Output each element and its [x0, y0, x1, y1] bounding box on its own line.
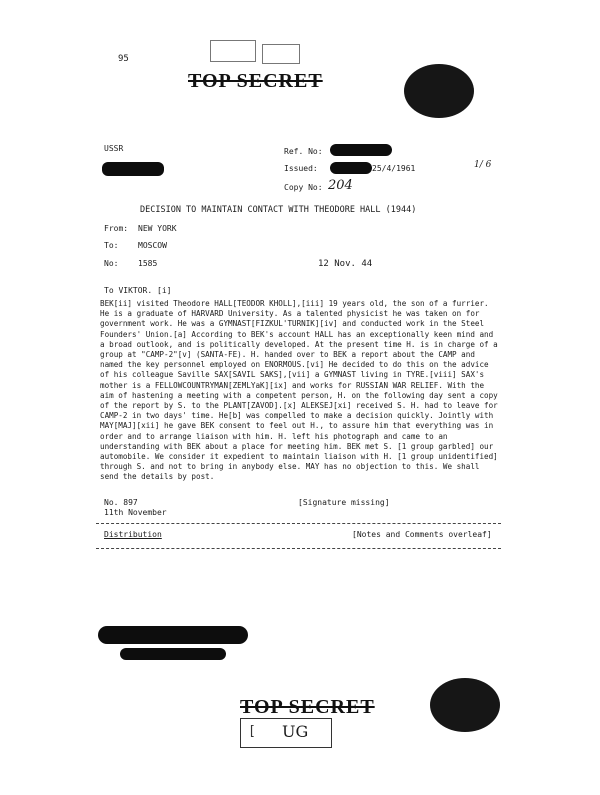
closing-number: No. 897	[104, 498, 138, 507]
copy-label: Copy No:	[284, 183, 323, 192]
divider-line	[96, 548, 501, 549]
from-value: NEW YORK	[138, 224, 177, 233]
copy-number: 204	[328, 178, 353, 193]
notes-label: [Notes and Comments overleaf]	[352, 530, 492, 539]
no-value: 1585	[138, 259, 158, 268]
margin-note: 1/ 6	[474, 160, 492, 170]
to-label: To:	[104, 241, 119, 250]
redaction-bar	[102, 162, 164, 176]
signature-note: [Signature missing]	[298, 498, 390, 507]
issued-label: Issued:	[284, 164, 318, 173]
document-title: DECISION TO MAINTAIN CONTACT WITH THEODORE HALL (1944)	[140, 205, 417, 215]
page-number: 95	[118, 54, 129, 64]
no-label: No:	[104, 259, 119, 268]
top-stamp-redaction	[210, 40, 256, 62]
redaction-bar	[330, 162, 372, 174]
redaction-bar	[330, 144, 392, 156]
seal-stamp	[404, 64, 474, 118]
top-secret-stamp: TOP SECRET	[188, 70, 323, 92]
top-stamp-redaction	[262, 44, 300, 64]
distribution-label: Distribution	[104, 530, 162, 539]
salutation-text: To VIKTOR.	[104, 286, 153, 295]
salutation-note: [i]	[157, 286, 172, 295]
ref-label: Ref. No:	[284, 147, 323, 156]
handwritten-box-mark: [	[248, 724, 256, 739]
to-value: MOSCOW	[138, 241, 167, 250]
redaction-bar	[120, 648, 226, 660]
redaction-bar	[98, 626, 248, 644]
salutation	[104, 286, 171, 295]
from-label: From:	[104, 224, 129, 233]
message-body: BEK[ii] visited Theodore HALL[TEODOR KHOLL],[iii] 19 years old, the son of a furrier. He is a graduate of HARVARD University. As a talented physicist he was taken on for government work. He was a GYMNAST[FIZKUL'TURNIK][iv] and conducted work in the Steel Founders' Union.[a] According to BEK's account HALL has an exceptionally keen mind and a broad outlook, and is politically developed. At the present time H. is in charge of a group at "CAMP-2"[v] (SANTA-FE). H. handed over to BEK a report about the CAMP and named the key personnel employed on ENORMOUS.[vi] He decided to do this on the advice of his colleague Saville SAX[SAVIL SAKS],[vii] a GYMNAST living in TYRE.[viii] SAX's mother is a FELLOWCOUNTRYMAN[ZEMLYaK][ix] and works for RUSSIAN WAR RELIEF. With the aim of hastening a meeting with a competent person, H. on the following day sent a copy of the report by S. to the PLANT[ZAVOD].[x] ALEKSEJ[xi] received S. H. had to leave for CAMP-2 in two days' time. He[b] was compelled to make a decision quickly. Jointly with MAY[MAJ][xii] he gave BEK consent to feel out H., to assure him that everything was in order and to arrange liaison with him. H. left his photograph and came to an understanding with BEK about a place for meeting him. BEK met S. [1 group garbled] our automobile. We consider it expedient to maintain liaison with H. [1 group unidentified] through S. and not to bring in anybody else. MAY has no objection to this. We shall send the details by post.	[100, 299, 498, 482]
closing-date: 11th November	[104, 508, 167, 517]
top-secret-stamp: TOP SECRET	[240, 696, 375, 718]
country-label: USSR	[104, 144, 124, 153]
bottom-handwriting: UG	[282, 722, 309, 741]
message-date: 12 Nov. 44	[318, 259, 373, 269]
issued-date: 25/4/1961	[372, 164, 416, 173]
divider-line	[96, 523, 501, 524]
seal-stamp	[430, 678, 500, 732]
